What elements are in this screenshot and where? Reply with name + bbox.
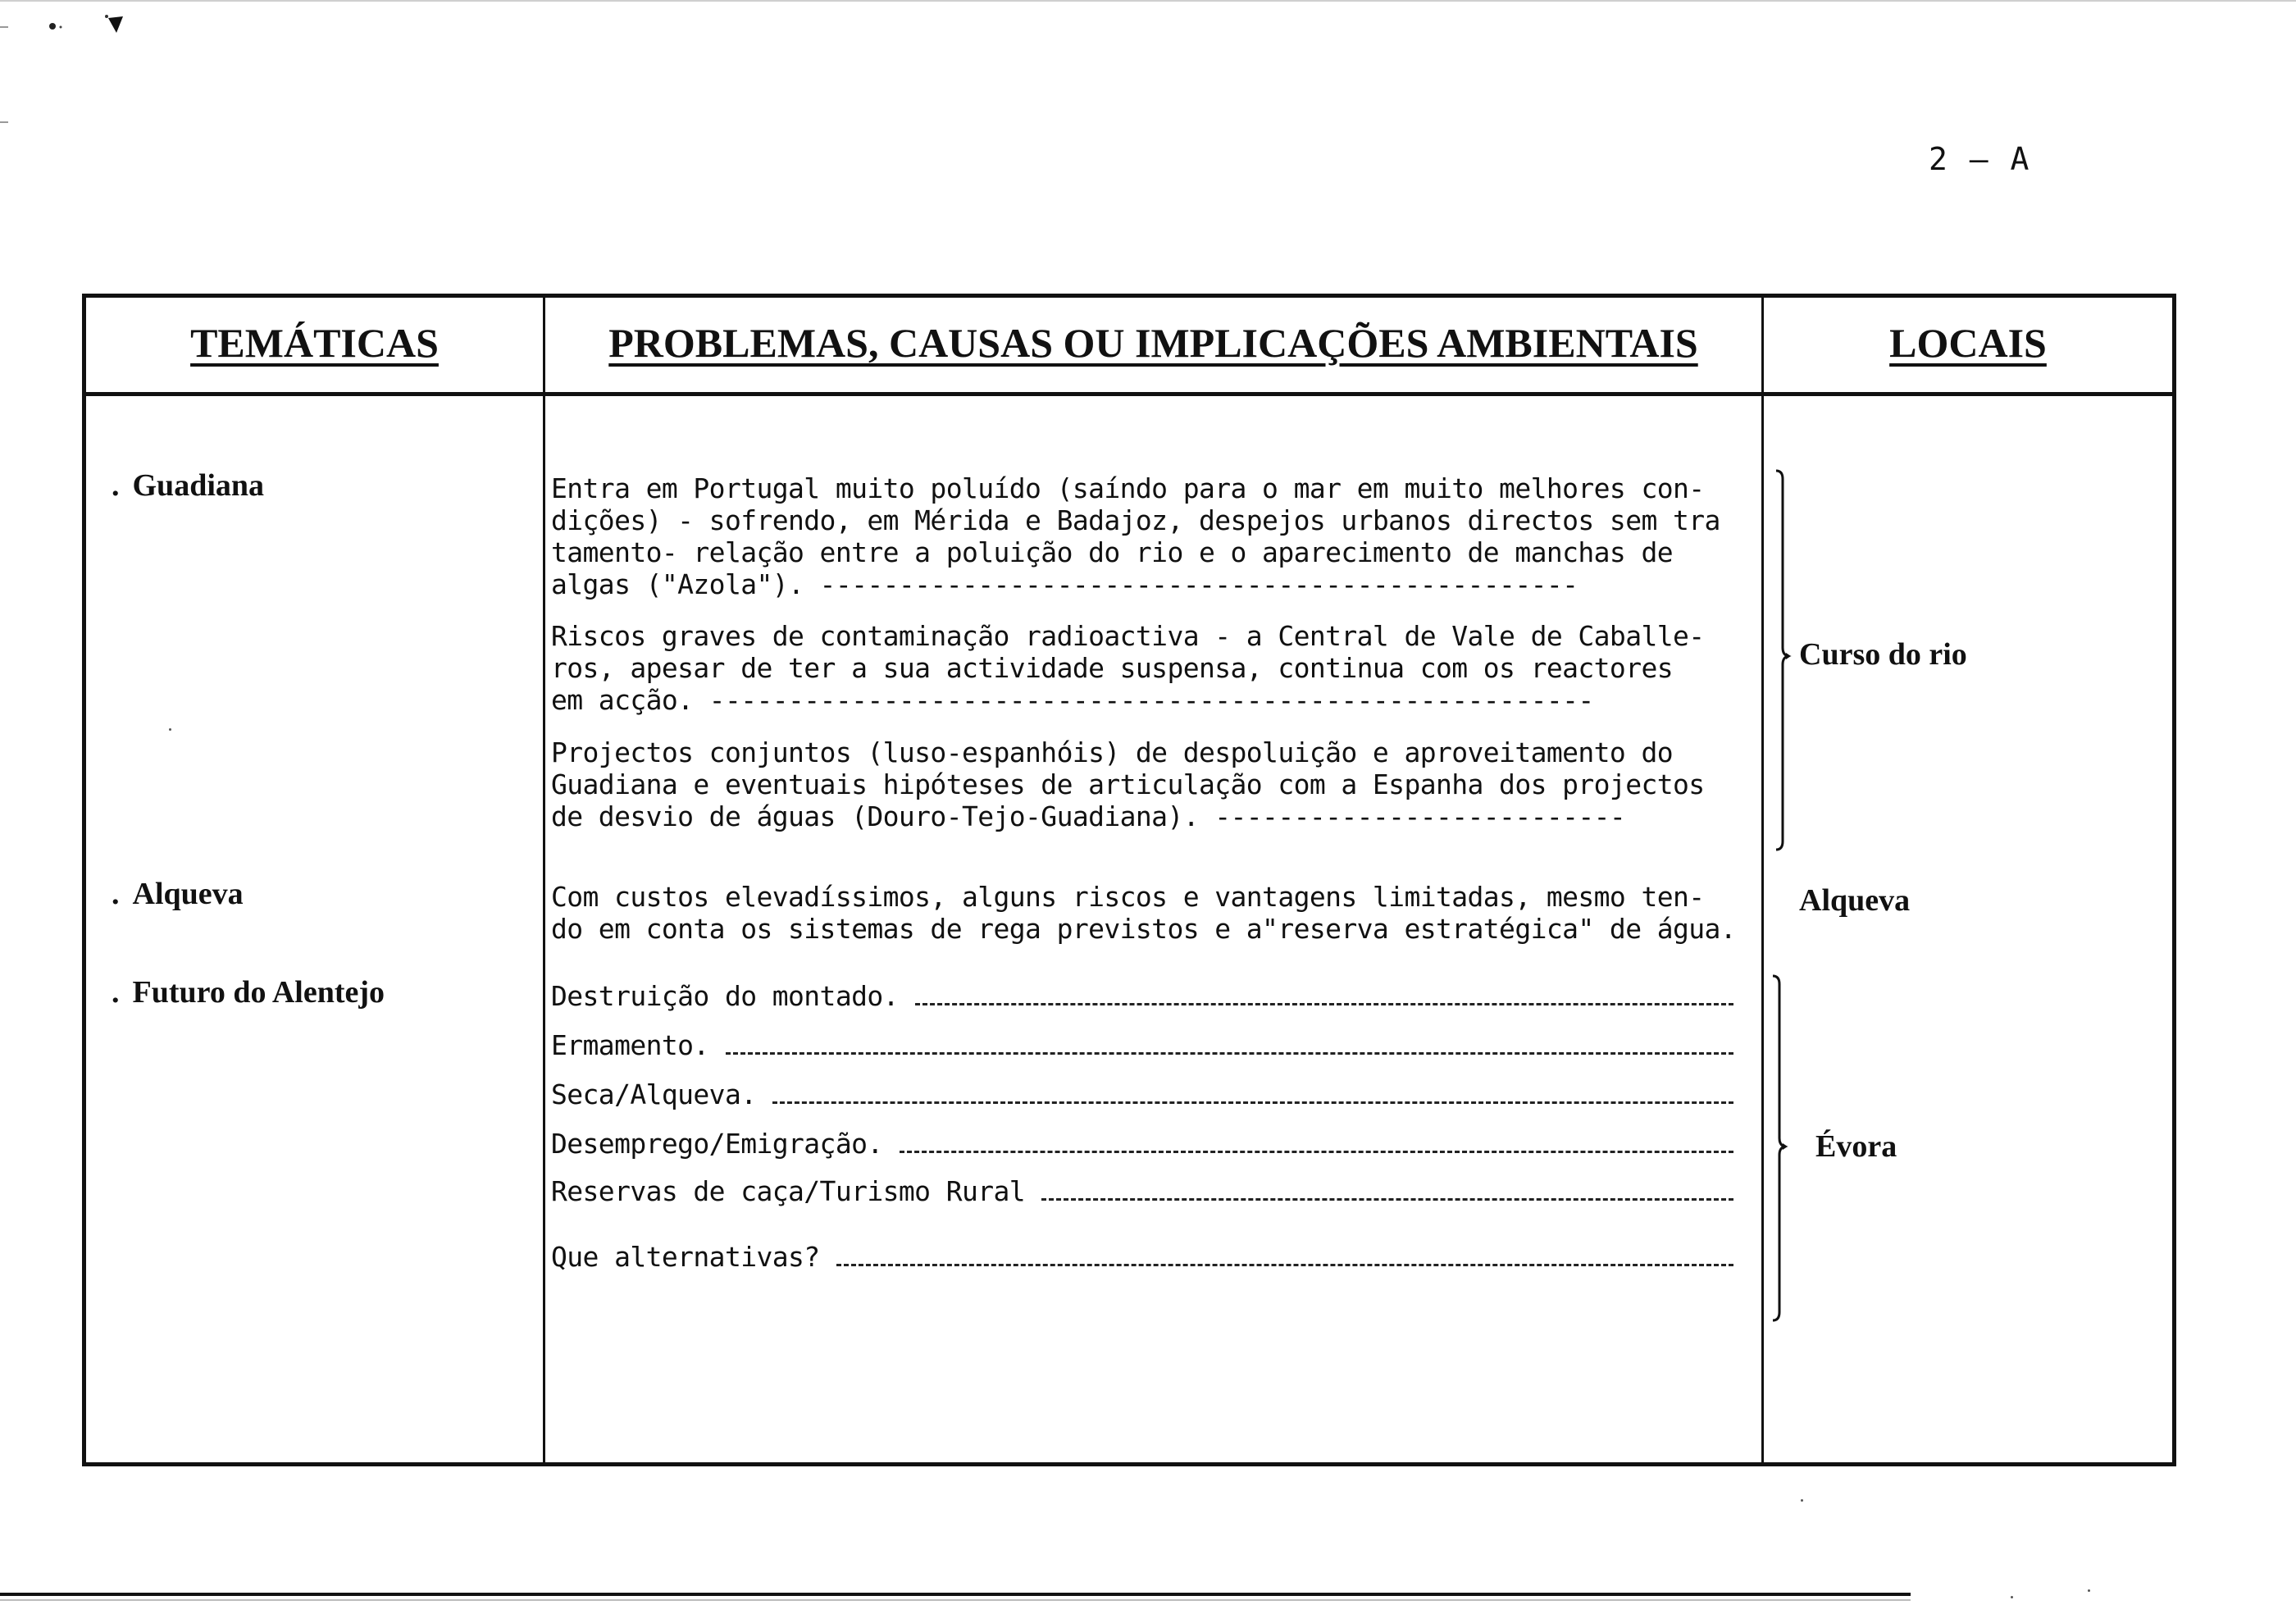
theme-label: Alqueva	[132, 877, 244, 911]
alentejo-item-text: Desemprego/Emigração.	[551, 1127, 883, 1160]
paragraph-guadiana-radioactive: Riscos graves de contaminação radioactiva - a Central de Vale de Caballe- ros, apesar de ter a sua actividade suspensa, continua com os reactores em acção. --------------------------------------------------------	[551, 620, 1705, 716]
scan-speck	[169, 728, 171, 731]
paragraph-alqueva: Com custos elevadíssimos, alguns riscos e vantagens limitadas, mesmo ten- do em conta os sistemas de rega previstos e a"reserva estratégica" de água.	[551, 881, 1737, 945]
alentejo-item-text: Destruição do montado.	[551, 979, 899, 1012]
header-problemas: PROBLEMAS, CAUSAS OU IMPLICAÇÕES AMBIENTAIS	[608, 320, 1698, 366]
location-curso-do-rio: Curso do rio	[1799, 637, 1967, 672]
scan-edge-tick	[0, 26, 8, 28]
dashed-leader	[915, 1003, 1733, 1005]
dashed-leader	[900, 1151, 1733, 1153]
scan-speck	[2011, 1596, 2013, 1598]
alentejo-item-text: Que alternativas?	[551, 1240, 820, 1273]
scan-speck	[1801, 1499, 1803, 1502]
alentejo-item-text: Ermamento.	[551, 1028, 709, 1061]
scan-top-edge	[0, 0, 2296, 2]
alentejo-item	[551, 979, 1733, 1012]
alentejo-item-text: Reservas de caça/Turismo Rural	[551, 1174, 1026, 1207]
location-alqueva: Alqueva	[1799, 883, 1911, 918]
scan-speck-marks	[41, 8, 156, 41]
brace-curso-do-rio	[1771, 467, 1796, 853]
column-divider-2	[1761, 294, 1764, 1466]
scan-speck	[2088, 1589, 2090, 1592]
column-divider-1	[543, 294, 545, 1466]
table-frame	[82, 294, 2176, 1466]
alentejo-item	[551, 1028, 1733, 1061]
alentejo-item-text: Seca/Alqueva.	[551, 1078, 757, 1110]
theme-bullet: .	[112, 975, 120, 1010]
theme-bullet: .	[112, 468, 120, 503]
alentejo-item	[551, 1127, 1733, 1160]
brace-evora	[1768, 973, 1793, 1324]
theme-guadiana	[112, 467, 264, 504]
theme-label: Futuro do Alentejo	[132, 975, 385, 1010]
table-header-rule	[82, 392, 2176, 396]
header-locais: LOCAIS	[1889, 320, 2047, 366]
paragraph-guadiana-pollution: Entra em Portugal muito poluído (saíndo para o mar em muito melhores con- dições) - sofrendo, em Mérida e Badajoz, despejos urbanos directos sem tra tamento- relação entre a poluição do rio e o aparecimento de manchas de algas ("Azola"). ------------------------------------------------	[551, 472, 1720, 600]
dashed-leader	[836, 1264, 1733, 1266]
theme-bullet: .	[112, 877, 120, 911]
theme-alqueva	[112, 876, 244, 912]
alentejo-item	[551, 1240, 1733, 1273]
dashed-leader	[1041, 1198, 1733, 1201]
dashed-leader	[726, 1052, 1733, 1055]
scan-bottom-rule	[0, 1593, 1911, 1596]
location-evora: Évora	[1815, 1129, 1897, 1164]
theme-label: Guadiana	[132, 468, 265, 503]
scan-bottom-rule-faint	[0, 1599, 1911, 1601]
theme-futuro-alentejo	[112, 974, 385, 1010]
alentejo-item	[551, 1078, 1733, 1110]
alentejo-item	[551, 1174, 1733, 1207]
page-number: 2 – A	[1929, 141, 2031, 177]
dashed-leader	[772, 1101, 1733, 1104]
scan-edge-tick	[0, 121, 8, 123]
paragraph-guadiana-projects: Projectos conjuntos (luso-espanhóis) de despoluição e aproveitamento do Guadiana e eventuais hipóteses de articulação com a Espanha dos projectos de desvio de águas (Douro-Tejo-Guadiana). --------------------------	[551, 736, 1705, 832]
header-tematicas: TEMÁTICAS	[190, 320, 439, 366]
